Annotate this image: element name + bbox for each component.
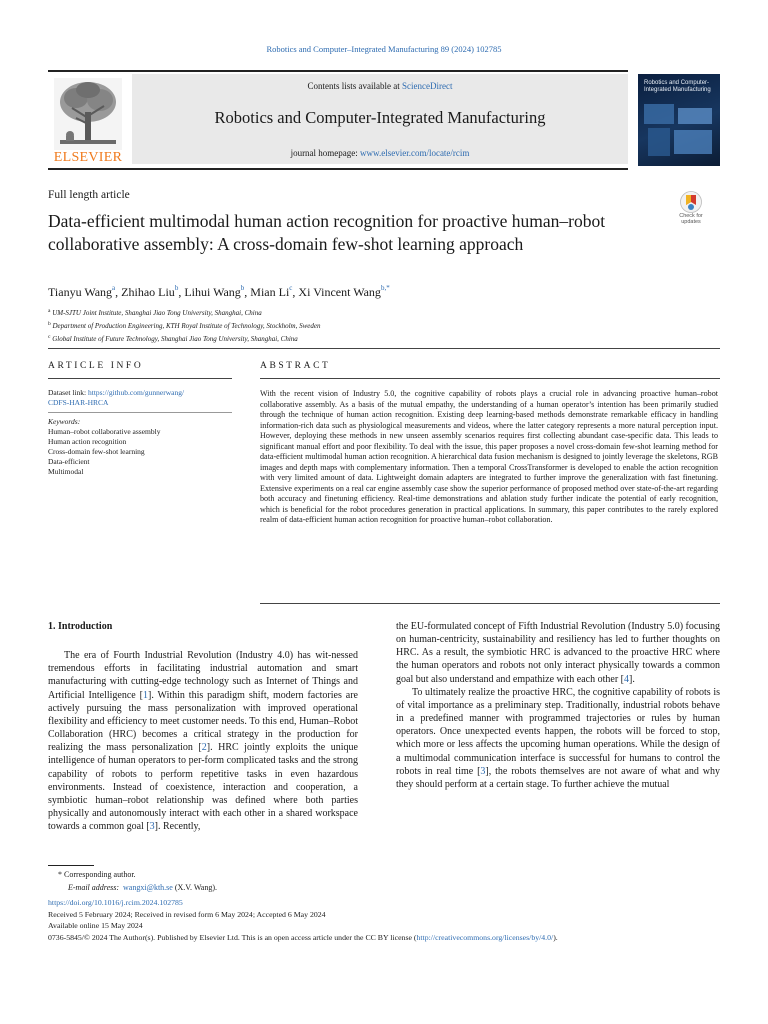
dataset-link[interactable]: CDFS-HAR-HRCA — [48, 398, 109, 407]
author-name[interactable]: Xi Vincent Wang — [298, 285, 381, 299]
license-link[interactable]: http://creativecommons.org/licenses/by/4.0/ — [416, 932, 554, 942]
author-separator: , — [115, 285, 122, 299]
license-text: 0736-5845/© 2024 The Author(s). Published by Elsevier Ltd. This is an open access article under the CC BY license ( — [48, 932, 417, 942]
author-affiliation-marker[interactable]: c — [289, 284, 293, 292]
affiliation-marker: c — [48, 334, 51, 340]
dataset-link[interactable]: https://github.com/gunnerwang/ — [88, 388, 185, 397]
author-name[interactable]: Tianyu Wang — [48, 285, 113, 299]
homepage-line — [132, 148, 628, 158]
footnote-rule — [48, 865, 94, 866]
journal-homepage-link[interactable]: www.elsevier.com/locate/rcim — [360, 148, 470, 158]
check-for-updates-icon — [680, 191, 702, 213]
body-text: The era of Fourth Industrial Revolution (Industry 4.0) has wit-nessed tremendous efforts in facilitating industrial automation and smart manufacturing with cutting-edge technology such as Internet of Things and Artificial Intelligence [ — [48, 650, 358, 701]
reference-link[interactable]: 2 — [201, 742, 207, 754]
author-list — [48, 284, 390, 300]
homepage-prefix: journal homepage: — [290, 148, 361, 158]
publication-info — [48, 897, 728, 943]
keywords-label: Keywords: — [48, 417, 81, 426]
author-name[interactable]: Zhihao Liu — [121, 285, 175, 299]
corresponding-author-note: * Corresponding author. — [58, 870, 136, 879]
body-text: ]. HRC jointly exploits the unique intelligence of human operators to per-form complicated tasks and the strong capability of robots to perform repetitive tasks in even hazardous environments. Instead of coexistence, interaction and cooperation, a symbiotic human–robot relationship was defined where both parties physically and autonomously interact with each other in a shared workspace towards a common goal [ — [48, 742, 358, 833]
body-right-column — [396, 620, 720, 791]
affiliation-text: Global Institute of Future Technology, Shanghai Jiao Tong University, Shanghai, China — [52, 335, 298, 343]
author-separator: , — [292, 285, 299, 299]
journal-title[interactable]: Robotics and Computer-Integrated Manufacturing — [214, 108, 546, 127]
body-paragraph — [48, 649, 358, 833]
cover-graphic — [674, 130, 712, 154]
affiliation-marker: a — [48, 308, 51, 314]
cover-title: Robotics and Computer-Integrated Manufacturing — [644, 80, 711, 93]
article-type: Full length article — [48, 189, 130, 201]
publisher-name: ELSEVIER — [53, 150, 123, 165]
dataset-label: Dataset link: — [48, 388, 88, 397]
check-for-updates-button[interactable] — [677, 191, 705, 227]
keyword: Human–robot collaborative assembly — [48, 427, 161, 436]
contents-line — [132, 81, 628, 91]
body-left-column — [48, 620, 358, 833]
keyword: Cross-domain few-shot learning — [48, 447, 145, 456]
contents-prefix: Contents lists available at — [307, 81, 402, 91]
cover-graphic — [678, 108, 712, 124]
masthead-top-rule — [48, 70, 628, 72]
keywords-block — [48, 417, 232, 477]
author-name[interactable]: Mian Li — [250, 285, 290, 299]
keyword: Multimodal — [48, 467, 84, 476]
cover-graphic — [648, 128, 670, 156]
author-separator: , — [244, 285, 251, 299]
affiliation — [48, 319, 320, 332]
divider — [48, 412, 232, 413]
keyword: Data-efficient — [48, 457, 90, 466]
dataset-link-block — [48, 388, 232, 408]
journal-citation-link[interactable]: Robotics and Computer–Integrated Manufacturing 89 (2024) 102785 — [266, 44, 502, 54]
license-text: ). — [553, 932, 558, 942]
reference-link[interactable]: 3 — [149, 821, 155, 833]
email-label: E-mail address: — [68, 882, 120, 892]
divider — [260, 378, 720, 379]
reference-link[interactable]: 1 — [142, 689, 148, 701]
masthead-bottom-rule — [48, 168, 628, 170]
body-text: ]. Recently, — [154, 821, 201, 833]
author-separator: , — [178, 285, 185, 299]
abstract-text: With the recent vision of Industry 5.0, the cognitive capability of robots plays a crucial role in advancing proactive human–robot collaborative assembly. As a basis of the mutual empathy, the understanding of a human operator’s intention has been primarily studied through the technique of human action recognition. Existing deep learning-based methods demonstrate remarkable efficacy in handling information-rich data such as physiological measurements and videos, where the latter category represents a more natural perception input. However, deploying these methods in new unseen assembly scenarios requires first collecting abundant case-specific data. This leads to significant manual effort and poor flexibility. To deal with the issue, this paper proposes a novel cross-domain few-shot learning method for data-efficient multimodal human action recognition. A hierarchical data fusion mechanism is designed to jointly leverage the skeletons, RGB images and depth maps with complementary information. Then a temporal CrossTransformer is developed to enable the action recognition with very limited amount of data. Lightweight domain adapters are integrated to further improve the generalization with fast finetuning. Extensive experiments on a real car engine assembly case show the superior performance of proposed method over state-of-the-art regarding both accuracy and finetuning efficiency. Real-time demonstrations and ablation study further indicate the potential of early recognition, which is beneficial for the robot procedures generation in practical applications. In summary, this paper contributes to the rarely explored realm of data-efficient human action recognition for proactive human–robot collaboration. — [260, 389, 718, 524]
elsevier-tree-icon — [54, 78, 122, 150]
elsevier-logo[interactable] — [48, 78, 128, 166]
body-paragraph — [396, 620, 720, 686]
email-link[interactable]: wangxi@kth.se — [123, 882, 173, 892]
article-title: Data-efficient multimodal human action recognition for proactive human–robot collaborative assembly: A cross-domain few-shot learning approach — [48, 211, 606, 254]
body-text: the EU-formulated concept of Fifth Industrial Revolution (Industry 5.0) focusing on human-centricity, sustainability and resiliency has led to further thoughts on HRC. As a result, the symbiotic HRC is advanced to the proactive HRC where the human operators and robots not only interact physically towards a common goal but also understand and empathize with each other [ — [396, 621, 720, 685]
reference-link[interactable]: 4 — [623, 673, 629, 685]
journal-masthead — [48, 70, 720, 170]
abstract-heading: ABSTRACT — [260, 361, 331, 371]
available-online: Available online 15 May 2024 — [48, 921, 143, 931]
body-paragraph — [396, 686, 720, 791]
email-line — [48, 882, 720, 895]
affiliation-text: UM-SJTU Joint Institute, Shanghai Jiao Tong University, Shanghai, China — [52, 309, 262, 317]
affiliation-list — [48, 306, 320, 345]
author-affiliation-marker[interactable]: a — [112, 284, 116, 292]
doi-link[interactable]: https://doi.org/10.1016/j.rcim.2024.102785 — [48, 898, 183, 907]
author-affiliation-marker[interactable]: b — [240, 284, 245, 292]
body-text: ]. Within this paradigm shift, modern factories are actively pursuing the mass personalization with improved operational flexibility and efficiency to meet customer needs. To this end, Human–Robot Collaboration (HRC) becomes a critical strategy in the production for realizing the mass personalization [ — [48, 689, 358, 754]
reference-link[interactable]: 3 — [480, 765, 486, 777]
body-text: ]. — [628, 673, 635, 685]
license-line — [48, 932, 728, 944]
email-suffix: (X.V. Wang). — [172, 882, 218, 892]
journal-cover-image[interactable] — [638, 74, 720, 166]
check-for-updates-label: Check for updates — [679, 213, 703, 226]
section-heading-introduction: 1. Introduction — [48, 621, 113, 632]
footnote — [48, 865, 720, 894]
body-text: ], the robots themselves are not aware of what and why they should perform at a certain stage. To further achieve the mutual — [396, 765, 720, 790]
sciencedirect-link[interactable]: ScienceDirect — [402, 81, 453, 91]
author-name[interactable]: Lihui Wang — [184, 285, 241, 299]
affiliation — [48, 332, 320, 345]
cover-graphic — [644, 104, 674, 124]
author-affiliation-marker[interactable]: b,* — [380, 284, 390, 292]
received-dates: Received 5 February 2024; Received in revised form 6 May 2024; Accepted 6 May 2024 — [48, 909, 326, 919]
affiliation — [48, 306, 320, 319]
body-text: To ultimately realize the proactive HRC, the cognitive capability of robots is of vital importance as a preliminary step. Traditionally, industrial robots behave in a predefined manner with programmed trajectories or rules by human operators. Once unexpected events happen, the robots will be forced to stop, which more or less affects the upcoming human operations. While the design of a multimodal communication interface is successful for humans to control the robots in real time [ — [396, 686, 720, 777]
divider — [48, 348, 720, 349]
divider — [260, 603, 720, 604]
article-info-heading: ARTICLE INFO — [48, 361, 144, 371]
affiliation-text: Department of Production Engineering, KTH Royal Institute of Technology, Stockholm, Sweden — [52, 322, 321, 330]
journal-banner — [132, 74, 628, 164]
affiliation-marker: b — [48, 321, 51, 327]
keyword: Human action recognition — [48, 437, 127, 446]
author-affiliation-marker[interactable]: b — [174, 284, 179, 292]
divider — [48, 378, 232, 379]
